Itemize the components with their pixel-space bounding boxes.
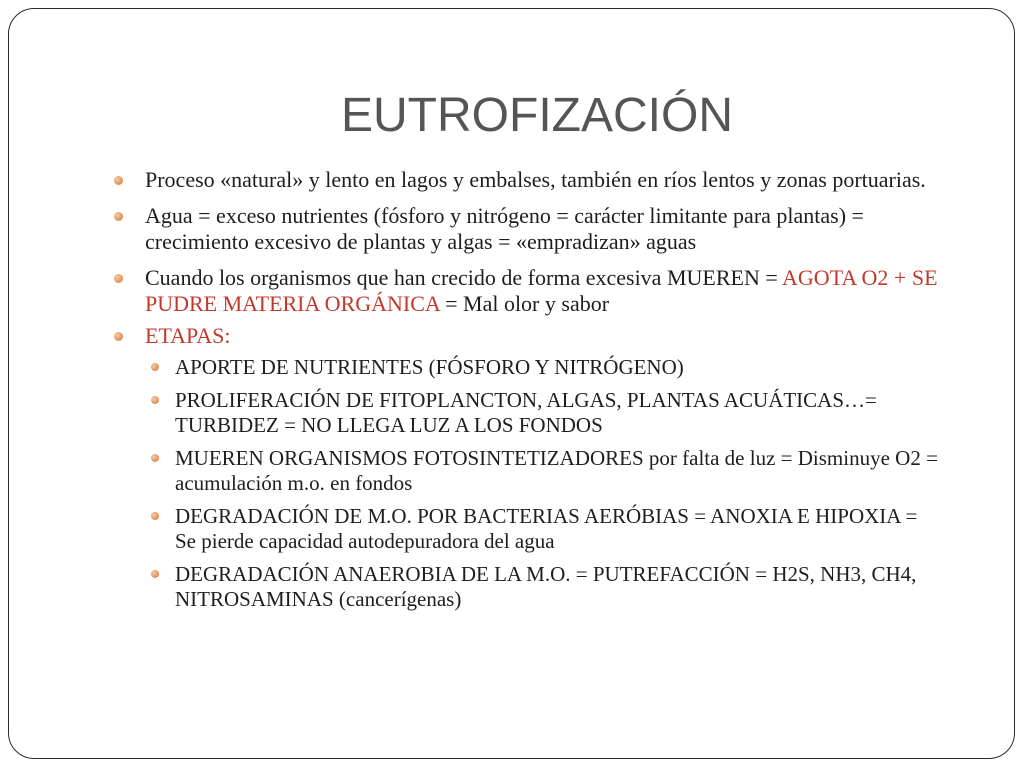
bullet-dot-icon [114,212,123,221]
bullet-text: Cuando los organismos que han crecido de forma excesiva MUEREN = [145,265,783,290]
bullet-dot-icon [114,176,123,185]
bullet-item [108,167,938,193]
bullet-dot-icon [151,454,159,462]
bullet-dot-icon [151,363,159,371]
sub-bullet-text: MUEREN ORGANISMOS FOTOSINTETIZADORES por falta de luz = Disminuye O2 = acumulación m.o. en fondos [175,446,938,495]
bullet-dot-icon [151,396,159,404]
etapas-heading: ETAPAS: [145,323,231,348]
bullet-text: Proceso «natural» y lento en lagos y embalses, también en ríos lentos y zonas portuarias. [145,167,926,192]
bullet-dot-icon [151,512,159,520]
sub-bullet-text: DEGRADACIÓN ANAEROBIA DE LA M.O. = PUTREFACCIÓN = H2S, NH3, CH4, NITROSAMINAS (cancerígenas) [175,562,917,611]
sub-bullet-item [108,388,938,438]
slide-body [108,167,938,620]
bullet-dot-icon [114,332,123,341]
sub-bullet-text: APORTE DE NUTRIENTES (FÓSFORO Y NITRÓGENO) [175,355,684,379]
bullet-highlight-text: AGOTA O2 + SE PUDRE MATERIA ORGÁNICA [145,265,938,316]
bullet-item [108,203,938,255]
sub-bullet-item [108,504,938,554]
sub-bullet-item [108,355,938,380]
bullet-text: Agua = exceso nutrientes (fósforo y nitrógeno = carácter limitante para plantas) = crecimiento excesivo de plantas y algas = «empradizan» aguas [145,203,864,254]
sub-bullet-item [108,446,938,496]
bullet-item-etapas [108,323,938,349]
bullet-dot-icon [114,274,123,283]
bullet-text: = Mal olor y sabor [439,291,610,316]
sub-bullet-text: PROLIFERACIÓN DE FITOPLANCTON, ALGAS, PLANTAS ACUÁTICAS…= TURBIDEZ = NO LLEGA LUZ A LOS FONDOS [175,388,877,437]
bullet-dot-icon [151,570,159,578]
sub-bullet-item [108,562,938,612]
slide-title: EUTROFIZACIÓN [341,89,733,142]
sub-bullet-text: DEGRADACIÓN DE M.O. POR BACTERIAS AERÓBIAS = ANOXIA E HIPOXIA = Se pierde capacidad autodepuradora del agua [175,504,918,553]
bullet-item [108,265,938,317]
